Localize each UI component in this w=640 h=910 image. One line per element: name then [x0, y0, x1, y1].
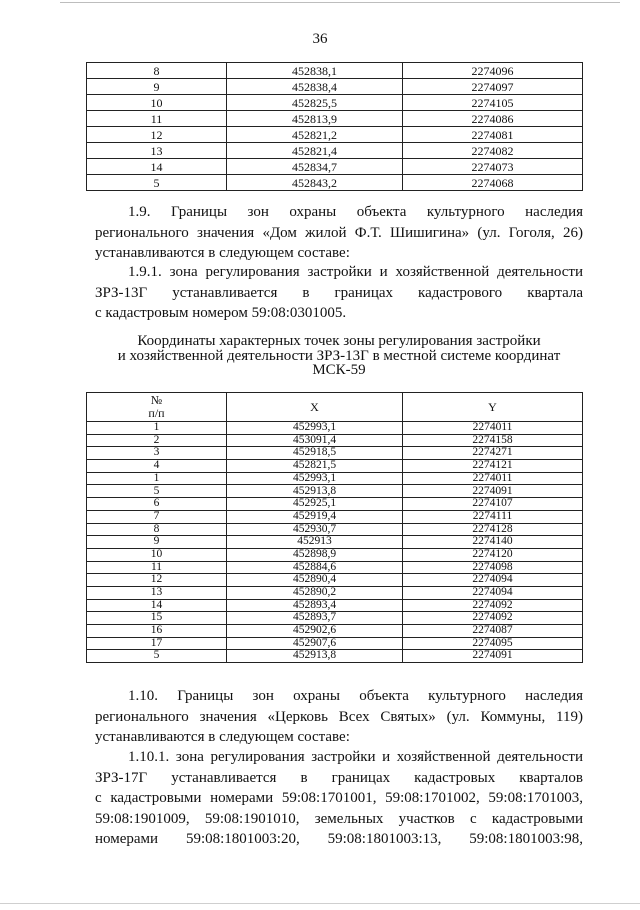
- cell-y: 2274092: [403, 599, 583, 612]
- cell-number: 11: [87, 111, 227, 127]
- cell-number: 17: [87, 637, 227, 650]
- cell-number: 9: [87, 79, 227, 95]
- scan-top-edge: [60, 2, 620, 3]
- header-y: Y: [403, 393, 583, 422]
- cell-y: 2274094: [403, 586, 583, 599]
- cell-number: 13: [87, 586, 227, 599]
- table-row: [87, 422, 583, 435]
- table-header-row: [87, 393, 583, 422]
- cell-x: 452898,9: [227, 548, 403, 561]
- cell-number: 8: [87, 523, 227, 536]
- header-number-label: п/п: [148, 406, 165, 420]
- cell-x: 452993,1: [227, 422, 403, 435]
- table-row: [87, 612, 583, 625]
- cell-y: 2274121: [403, 460, 583, 473]
- section-1-10: [95, 686, 583, 748]
- cell-x: 452821,2: [227, 127, 403, 143]
- cell-number: 14: [87, 599, 227, 612]
- cell-y: 2274011: [403, 422, 583, 435]
- cell-x: 452913: [227, 536, 403, 549]
- cell-number: 5: [87, 175, 227, 191]
- table-row: [87, 650, 583, 663]
- paragraph-line: устанавливаются в следующем составе:: [95, 245, 350, 261]
- cell-x: 452918,5: [227, 447, 403, 460]
- cell-y: 2274271: [403, 447, 583, 460]
- cell-number: 12: [87, 574, 227, 587]
- cell-number: 16: [87, 625, 227, 638]
- table-row: [87, 472, 583, 485]
- cell-x: 452913,8: [227, 650, 403, 663]
- section-1-10-1: [95, 747, 583, 850]
- table-row: [87, 143, 583, 159]
- cell-number: 12: [87, 127, 227, 143]
- paragraph-line: 1.9. Границы зон охраны объекта культурного наследия: [128, 204, 583, 220]
- table-row: [87, 536, 583, 549]
- table-row: [87, 485, 583, 498]
- table-row: [87, 599, 583, 612]
- cell-y: 2274095: [403, 637, 583, 650]
- cell-number: 6: [87, 498, 227, 511]
- cell-y: 2274140: [403, 536, 583, 549]
- page-number: 36: [312, 31, 328, 47]
- paragraph-line: 1.10.1. зона регулирования застройки и хозяйственной деятельности: [128, 749, 583, 765]
- cell-y: 2274086: [403, 111, 583, 127]
- cell-y: 2274158: [403, 434, 583, 447]
- cell-x: 452821,4: [227, 143, 403, 159]
- header-number: [87, 393, 227, 422]
- cell-x: 452843,2: [227, 175, 403, 191]
- cell-y: 2274120: [403, 548, 583, 561]
- paragraph-line: 1.10. Границы зон охраны объекта культурного наследия: [128, 688, 583, 704]
- table-row: [87, 637, 583, 650]
- cell-x: 452825,5: [227, 95, 403, 111]
- paragraph-line: с кадастровыми номерами 59:08:1701001, 59:08:1701002, 59:08:1701003,: [95, 790, 583, 806]
- table-row: [87, 447, 583, 460]
- table-caption: [95, 334, 583, 378]
- cell-x: 452907,6: [227, 637, 403, 650]
- table-row: [87, 79, 583, 95]
- cell-y: 2274107: [403, 498, 583, 511]
- cell-y: 2274097: [403, 79, 583, 95]
- header-number-symbol: №: [150, 393, 163, 407]
- coordinates-table-zrz-13g: [86, 392, 583, 663]
- caption-line: МСК-59: [312, 362, 366, 378]
- cell-x: 452893,4: [227, 599, 403, 612]
- table-row: [87, 111, 583, 127]
- table-row: [87, 159, 583, 175]
- cell-number: 3: [87, 447, 227, 460]
- paragraph-line: регионального значения «Дом жилой Ф.Т. Шишигина» (ул. Гоголя, 26): [95, 224, 583, 241]
- cell-y: 2274096: [403, 63, 583, 79]
- scan-bottom-edge: [0, 903, 640, 904]
- table-body: [87, 422, 583, 663]
- cell-number: 5: [87, 485, 227, 498]
- paragraph-line: 1.9.1. зона регулирования застройки и хозяйственной деятельности: [128, 264, 583, 280]
- table-row: [87, 510, 583, 523]
- table-row: [87, 574, 583, 587]
- cell-number: 10: [87, 95, 227, 111]
- cell-x: 452893,7: [227, 612, 403, 625]
- cell-y: 2274094: [403, 574, 583, 587]
- cell-y: 2274128: [403, 523, 583, 536]
- header-x: X: [227, 393, 403, 422]
- cell-number: 4: [87, 460, 227, 473]
- cell-x: 452838,4: [227, 79, 403, 95]
- cell-number: 8: [87, 63, 227, 79]
- cell-y: 2274081: [403, 127, 583, 143]
- cell-number: 10: [87, 548, 227, 561]
- cell-number: 11: [87, 561, 227, 574]
- cell-number: 13: [87, 143, 227, 159]
- cell-x: 452925,1: [227, 498, 403, 511]
- paragraph-line: ЗРЗ-17Г устанавливается в границах кадастровых кварталов: [95, 769, 583, 786]
- table-row: [87, 586, 583, 599]
- table-row: [87, 127, 583, 143]
- cell-y: 2274073: [403, 159, 583, 175]
- paragraph-line: с кадастровым номером 59:08:0301005.: [95, 305, 347, 321]
- cell-number: 1: [87, 422, 227, 435]
- cell-number: 15: [87, 612, 227, 625]
- cell-number: 5: [87, 650, 227, 663]
- cell-x: 452838,1: [227, 63, 403, 79]
- cell-y: 2274087: [403, 625, 583, 638]
- table-row: [87, 63, 583, 79]
- cell-y: 2274105: [403, 95, 583, 111]
- cell-number: 2: [87, 434, 227, 447]
- paragraph-line: ЗРЗ-13Г устанавливается в границах кадастрового квартала: [95, 284, 583, 301]
- caption-line: и хозяйственной деятельности ЗРЗ-13Г в местной системе координат: [117, 347, 561, 364]
- cell-number: 7: [87, 510, 227, 523]
- section-1-9-1: [95, 262, 583, 324]
- coordinates-table-continued: [86, 62, 583, 191]
- cell-y: 2274098: [403, 561, 583, 574]
- cell-x: 452993,1: [227, 472, 403, 485]
- paragraph-line: регионального значения «Церковь Всех Святых» (ул. Коммуны, 119): [95, 708, 583, 725]
- table-row: [87, 498, 583, 511]
- cell-x: 453091,4: [227, 434, 403, 447]
- paragraph-line: устанавливаются в следующем составе:: [95, 729, 350, 745]
- table-row: [87, 175, 583, 191]
- cell-x: 452884,6: [227, 561, 403, 574]
- table-row: [87, 523, 583, 536]
- cell-x: 452930,7: [227, 523, 403, 536]
- cell-x: 452890,2: [227, 586, 403, 599]
- cell-x: 452821,5: [227, 460, 403, 473]
- table-row: [87, 548, 583, 561]
- table-body: [87, 63, 583, 191]
- cell-y: 2274068: [403, 175, 583, 191]
- cell-y: 2274011: [403, 472, 583, 485]
- paragraph-line: 59:08:1901009, 59:08:1901010, земельных участков с кадастровыми: [95, 810, 583, 827]
- cell-x: 452919,4: [227, 510, 403, 523]
- cell-y: 2274111: [403, 510, 583, 523]
- cell-x: 452813,9: [227, 111, 403, 127]
- cell-y: 2274091: [403, 650, 583, 663]
- table-row: [87, 625, 583, 638]
- cell-x: 452890,4: [227, 574, 403, 587]
- table-row: [87, 561, 583, 574]
- cell-x: 452913,8: [227, 485, 403, 498]
- table-row: [87, 95, 583, 111]
- cell-number: 1: [87, 472, 227, 485]
- table-row: [87, 460, 583, 473]
- paragraph-line: номерами 59:08:1801003:20, 59:08:1801003:13, 59:08:1801003:98,: [95, 831, 583, 847]
- cell-number: 14: [87, 159, 227, 175]
- cell-number: 9: [87, 536, 227, 549]
- cell-y: 2274091: [403, 485, 583, 498]
- cell-x: 452902,6: [227, 625, 403, 638]
- section-1-9: [95, 202, 583, 264]
- cell-y: 2274092: [403, 612, 583, 625]
- caption-line: Координаты характерных точек зоны регулирования застройки: [137, 333, 541, 349]
- cell-x: 452834,7: [227, 159, 403, 175]
- cell-y: 2274082: [403, 143, 583, 159]
- table-row: [87, 434, 583, 447]
